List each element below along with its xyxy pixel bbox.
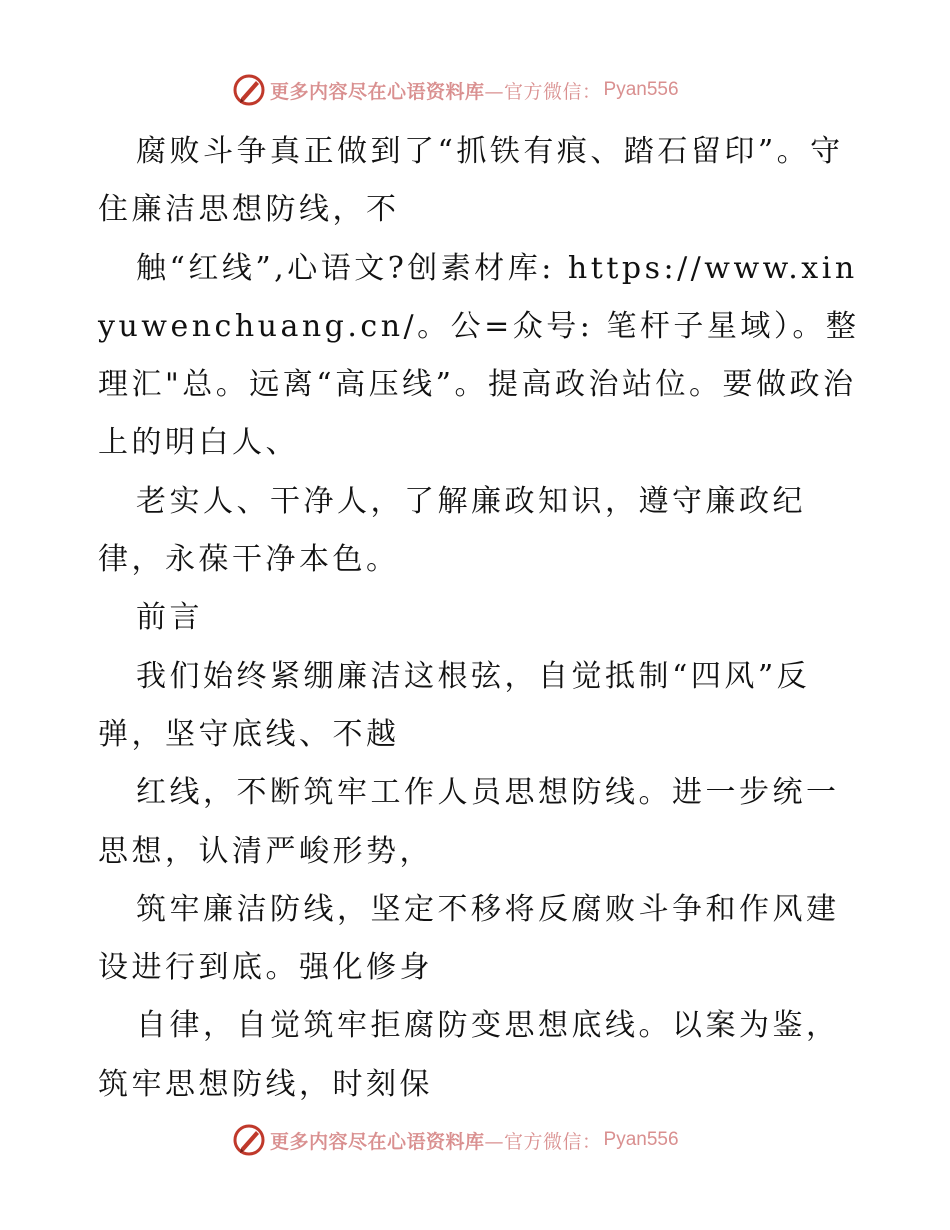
header-wechat-label: —官方微信： (484, 80, 602, 103)
footer-wechat-id: Pyan556 (603, 1129, 679, 1150)
footer-banner (232, 1122, 679, 1158)
paragraph: 触“红线”,心语文?创素材库: https://www.xinyuwenchuang.cn/。公=众号: 笔杆子星域）。整理汇"总。远离“高压线”。提高政治站位。要做政治上的明白人、 (98, 250, 860, 461)
pen-logo-icon (232, 73, 266, 107)
pen-logo-icon (232, 1123, 266, 1157)
header-banner (232, 72, 679, 108)
paragraph: 我们始终紧绷廉洁这根弦，自觉抵制“四风”反弹，坚守底线、不越 (98, 658, 811, 752)
header-site-text: 更多内容尽在心语资料库 (270, 80, 485, 103)
paragraph: 腐败斗争真正做到了“抓铁有痕、踏石留印”。守住廉洁思想防线，不 (98, 134, 844, 228)
section-heading: 前言 (136, 600, 203, 636)
paragraph: 筑牢廉洁防线，坚定不移将反腐败斗争和作风建设进行到底。强化修身 (98, 891, 840, 986)
footer-wechat-label: —官方微信： (484, 1130, 602, 1153)
header-wechat-id: Pyan556 (603, 79, 679, 100)
footer-site-text: 更多内容尽在心语资料库 (270, 1130, 485, 1153)
document-body (98, 123, 868, 1114)
paragraph: 老实人、干净人，了解廉政知识，遵守廉政纪律，永葆干净本色。 (98, 483, 806, 578)
paragraph: 自律，自觉筑牢拒腐防变思想底线。以案为鉴，筑牢思想防线，时刻保 (98, 1008, 840, 1102)
paragraph: 红线，不断筑牢工作人员思想防线。进一步统一思想，认清严峻形势， (98, 775, 840, 869)
